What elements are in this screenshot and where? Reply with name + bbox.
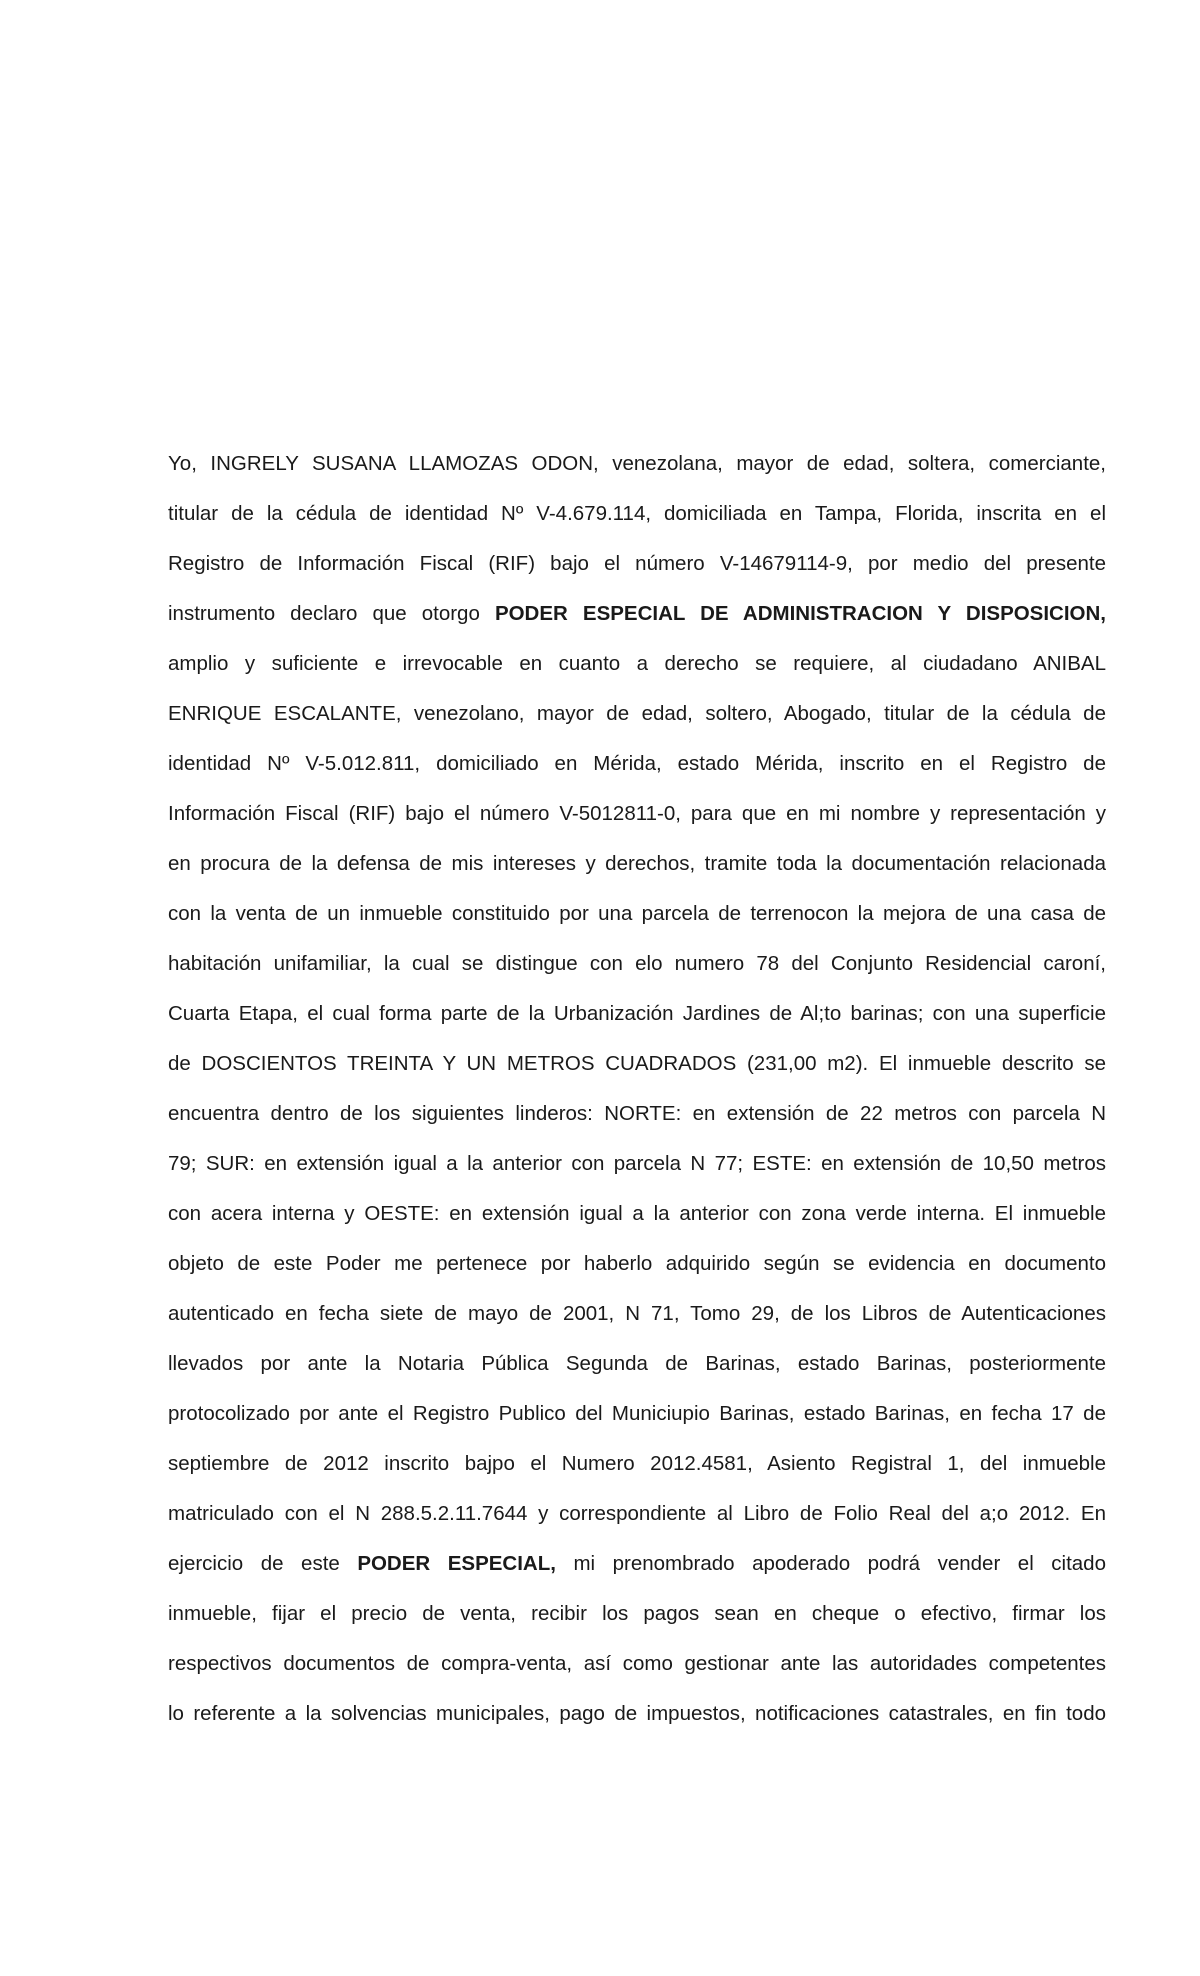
text-line-18: autenticado en fecha siete de mayo de 2001, N 71, Tomo 29, de los Libros de Autenticaciones <box>168 1302 1106 1325</box>
text-line-3: Registro de Información Fiscal (RIF) bajo el número V-14679114-9, por medio del presente <box>168 552 1106 575</box>
power-of-attorney-body <box>168 439 1106 1739</box>
text-line-6: ENRIQUE ESCALANTE, venezolano, mayor de edad, soltero, Abogado, titular de la cédula de <box>168 702 1106 725</box>
text-line-12: Cuarta Etapa, el cual forma parte de la Urbanización Jardines de Al;to barinas; con una superficie <box>168 1002 1106 1025</box>
text-line-15: 79; SUR: en extensión igual a la anterior con parcela N 77; ESTE: en extensión de 10,50 metros <box>168 1152 1106 1175</box>
text-line-8: Información Fiscal (RIF) bajo el número V-5012811-0, para que en mi nombre y representación y <box>168 802 1106 825</box>
text-line-23: ejercicio de este PODER ESPECIAL, mi prenombrado apoderado podrá vender el citado <box>168 1552 1106 1575</box>
text-line-26: lo referente a la solvencias municipales, pago de impuestos, notificaciones catastrales, en fin todo <box>168 1702 1106 1725</box>
text-line-11: habitación unifamiliar, la cual se distingue con elo numero 78 del Conjunto Residencial caroní, <box>168 952 1106 975</box>
text-line-19: llevados por ante la Notaria Pública Segunda de Barinas, estado Barinas, posteriormente <box>168 1352 1106 1375</box>
text-line-16: con acera interna y OESTE: en extensión igual a la anterior con zona verde interna. El inmueble <box>168 1202 1106 1225</box>
text-line-14: encuentra dentro de los siguientes linderos: NORTE: en extensión de 22 metros con parcela N <box>168 1102 1106 1125</box>
bold-phrase-poder-especial-administracion: PODER ESPECIAL DE ADMINISTRACION Y DISPOSICION, <box>494 602 1106 625</box>
text-line-1: Yo, INGRELY SUSANA LLAMOZAS ODON, venezolana, mayor de edad, soltera, comerciante, <box>168 452 1106 475</box>
text-line-25: respectivos documentos de compra-venta, así como gestionar ante las autoridades competentes <box>168 1652 1106 1675</box>
text-line-20: protocolizado por ante el Registro Publico del Municiupio Barinas, estado Barinas, en fecha 17 de <box>168 1402 1106 1425</box>
text-line-4: instrumento declaro que otorgo PODER ESPECIAL DE ADMINISTRACION Y DISPOSICION, <box>168 602 1106 625</box>
text-line-13: de DOSCIENTOS TREINTA Y UN METROS CUADRADOS (231,00 m2). El inmueble descrito se <box>168 1052 1106 1075</box>
text-line-2: titular de la cédula de identidad Nº V-4.679.114, domiciliada en Tampa, Florida, inscrita en el <box>168 502 1106 525</box>
text-line-10: con la venta de un inmueble constituido por una parcela de terrenocon la mejora de una casa de <box>168 902 1106 925</box>
text-line-9: en procura de la defensa de mis intereses y derechos, tramite toda la documentación relacionada <box>168 852 1106 875</box>
text-line-17: objeto de este Poder me pertenece por haberlo adquirido según se evidencia en documento <box>168 1252 1106 1275</box>
text-line-22: matriculado con el N 288.5.2.11.7644 y correspondiente al Libro de Folio Real del a;o 2012. En <box>168 1502 1106 1525</box>
text-line-24: inmueble, fijar el precio de venta, recibir los pagos sean en cheque o efectivo, firmar los <box>168 1602 1106 1625</box>
text-line-21: septiembre de 2012 inscrito bajpo el Numero 2012.4581, Asiento Registral 1, del inmueble <box>168 1452 1106 1475</box>
bold-phrase-poder-especial: PODER ESPECIAL, <box>357 1552 556 1575</box>
text-line-7: identidad Nº V-5.012.811, domiciliado en Mérida, estado Mérida, inscrito en el Registro de <box>168 752 1106 775</box>
text-line-5: amplio y suficiente e irrevocable en cuanto a derecho se requiere, al ciudadano ANIBAL <box>168 652 1106 675</box>
